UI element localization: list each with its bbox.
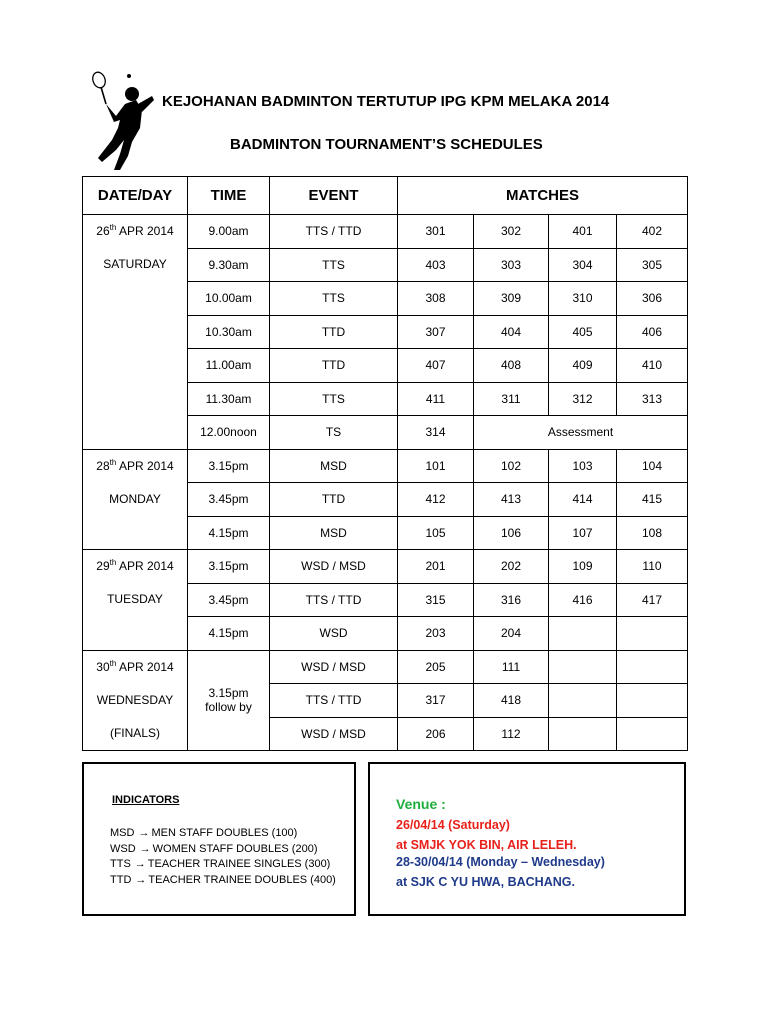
- weekday-label: MONDAY: [109, 491, 161, 506]
- match-cell: 102: [474, 449, 549, 483]
- match-cell: 409: [549, 349, 617, 383]
- match-cell: [617, 650, 688, 684]
- match-cell: 415: [617, 483, 688, 517]
- match-cell: 309: [474, 282, 549, 316]
- match-cell: 301: [398, 215, 474, 249]
- time-cell: 4.15pm: [188, 516, 270, 550]
- match-cell: 101: [398, 449, 474, 483]
- indicator-code: TTD: [110, 873, 132, 886]
- indicator-text: MEN STAFF DOUBLES (100): [151, 827, 298, 839]
- date-day-cell: [83, 215, 188, 450]
- event-cell: TTS: [270, 282, 398, 316]
- match-cell: 103: [549, 449, 617, 483]
- weekday-label: WEDNESDAY: [96, 692, 174, 707]
- event-cell: TTD: [270, 349, 398, 383]
- time-cell: 10.30am: [188, 315, 270, 349]
- event-cell: TTS: [270, 248, 398, 282]
- header-event: EVENT: [270, 177, 398, 215]
- match-cell: 112: [474, 717, 549, 751]
- match-cell: [549, 717, 617, 751]
- indicator-code: TTS: [110, 858, 131, 870]
- event-cell: TTD: [270, 315, 398, 349]
- time-cell: 9.00am: [188, 215, 270, 249]
- time-cell: 3.45pm: [188, 583, 270, 617]
- match-cell: 201: [398, 550, 474, 584]
- indicator-item: [110, 857, 336, 873]
- weekday-label: SATURDAY: [103, 257, 167, 271]
- event-cell: TTS / TTD: [270, 583, 398, 617]
- event-cell: WSD / MSD: [270, 550, 398, 584]
- indicator-text: TEACHER TRAINEE DOUBLES (400): [148, 873, 336, 886]
- match-cell: 204: [474, 617, 549, 651]
- tournament-title: KEJOHANAN BADMINTON TERTUTUP IPG KPM MELAKA 2014: [162, 93, 610, 110]
- match-cell: 105: [398, 516, 474, 550]
- match-cell: 406: [617, 315, 688, 349]
- date-day-cell: [83, 449, 188, 550]
- time-cell: 11.30am: [188, 382, 270, 416]
- match-cell: 111: [474, 650, 549, 684]
- venue-line: at SMJK YOK BIN, AIR LELEH.: [396, 838, 577, 852]
- match-cell: 108: [617, 516, 688, 550]
- arrow-icon: →: [135, 873, 147, 886]
- match-cell: 203: [398, 617, 474, 651]
- match-cell: 408: [474, 349, 549, 383]
- indicators-title: INDICATORS: [112, 794, 180, 806]
- event-cell: TS: [270, 416, 398, 450]
- match-cell: [617, 617, 688, 651]
- table-row: [83, 650, 688, 684]
- match-cell: [549, 684, 617, 718]
- match-cell: 315: [398, 583, 474, 617]
- indicator-item: [110, 842, 336, 858]
- time-cell: 9.30am: [188, 248, 270, 282]
- table-row: [83, 215, 688, 249]
- arrow-icon: →: [134, 858, 146, 870]
- match-cell: 418: [474, 684, 549, 718]
- table-row: [83, 449, 688, 483]
- header-date-day: DATE/DAY: [83, 177, 188, 215]
- match-cell: 412: [398, 483, 474, 517]
- match-cell: 404: [474, 315, 549, 349]
- event-cell: TTD: [270, 483, 398, 517]
- match-cell: 310: [549, 282, 617, 316]
- header-time: TIME: [188, 177, 270, 215]
- indicator-item: [110, 826, 336, 842]
- date-label: 29th APR 2014: [96, 558, 174, 573]
- time-cell: 3.15pm: [188, 550, 270, 584]
- indicators-list: [110, 826, 336, 888]
- match-cell: 402: [617, 215, 688, 249]
- venue-line: 26/04/14 (Saturday): [396, 818, 510, 832]
- match-cell: [549, 617, 617, 651]
- match-cell: 202: [474, 550, 549, 584]
- arrow-icon: →: [138, 827, 150, 839]
- date-label: 26th APR 2014: [96, 223, 174, 238]
- venue-box: [368, 762, 686, 916]
- event-cell: MSD: [270, 449, 398, 483]
- match-cell: 411: [398, 382, 474, 416]
- match-cell: [617, 717, 688, 751]
- match-cell: 109: [549, 550, 617, 584]
- match-cell: 403: [398, 248, 474, 282]
- time-cell: 12.00noon: [188, 416, 270, 450]
- match-cell: 312: [549, 382, 617, 416]
- match-cell: 104: [617, 449, 688, 483]
- match-cell: 302: [474, 215, 549, 249]
- match-cell: 417: [617, 583, 688, 617]
- indicator-code: MSD: [110, 827, 135, 839]
- indicator-text: WOMEN STAFF DOUBLES (200): [152, 842, 318, 855]
- match-cell: 307: [398, 315, 474, 349]
- match-cell: [617, 684, 688, 718]
- match-cell: 413: [474, 483, 549, 517]
- match-cell: 317: [398, 684, 474, 718]
- date-day-cell: [83, 550, 188, 651]
- match-cell: 401: [549, 215, 617, 249]
- match-cell: 110: [617, 550, 688, 584]
- time-cell: 10.00am: [188, 282, 270, 316]
- indicators-box: [82, 762, 356, 916]
- event-cell: MSD: [270, 516, 398, 550]
- match-cell: 206: [398, 717, 474, 751]
- event-cell: TTS: [270, 382, 398, 416]
- assessment-note: Assessment: [474, 416, 688, 450]
- event-cell: TTS / TTD: [270, 215, 398, 249]
- indicator-text: TEACHER TRAINEE SINGLES (300): [147, 858, 331, 870]
- time-cell: 3.15pm follow by: [188, 650, 270, 751]
- date-label: 30th APR 2014: [96, 658, 174, 674]
- indicator-code: WSD: [110, 842, 136, 855]
- match-cell: 106: [474, 516, 549, 550]
- time-cell: 4.15pm: [188, 617, 270, 651]
- match-cell: 410: [617, 349, 688, 383]
- time-cell: 3.15pm: [188, 449, 270, 483]
- venue-line: at SJK C YU HWA, BACHANG.: [396, 875, 575, 889]
- match-cell: 407: [398, 349, 474, 383]
- schedule-table: [82, 176, 688, 751]
- date-day-cell: [83, 650, 188, 751]
- venue-title: Venue :: [396, 796, 446, 812]
- match-cell: 314: [398, 416, 474, 450]
- time-cell: 3.45pm: [188, 483, 270, 517]
- header-matches: MATCHES: [398, 177, 688, 215]
- schedule-subtitle: BADMINTON TOURNAMENT’S SCHEDULES: [230, 136, 543, 153]
- weekday-label: TUESDAY: [107, 592, 163, 606]
- match-cell: 414: [549, 483, 617, 517]
- date-label: 28th APR 2014: [96, 457, 174, 473]
- match-cell: 305: [617, 248, 688, 282]
- match-cell: 107: [549, 516, 617, 550]
- match-cell: 405: [549, 315, 617, 349]
- event-cell: WSD: [270, 617, 398, 651]
- match-cell: 313: [617, 382, 688, 416]
- indicator-item: [110, 873, 336, 889]
- venue-line: 28-30/04/14 (Monday – Wednesday): [396, 855, 605, 869]
- match-cell: 205: [398, 650, 474, 684]
- match-cell: 306: [617, 282, 688, 316]
- time-cell: 11.00am: [188, 349, 270, 383]
- match-cell: 303: [474, 248, 549, 282]
- event-cell: TTS / TTD: [270, 684, 398, 718]
- match-cell: 416: [549, 583, 617, 617]
- match-cell: 316: [474, 583, 549, 617]
- match-cell: [549, 650, 617, 684]
- event-cell: WSD / MSD: [270, 650, 398, 684]
- table-row: [83, 550, 688, 584]
- badminton-player-silhouette-icon: [80, 70, 156, 174]
- event-cell: WSD / MSD: [270, 717, 398, 751]
- table-header-row: [83, 177, 688, 215]
- finals-label: (FINALS): [109, 725, 160, 740]
- match-cell: 304: [549, 248, 617, 282]
- arrow-icon: →: [139, 842, 151, 855]
- match-cell: 308: [398, 282, 474, 316]
- match-cell: 311: [474, 382, 549, 416]
